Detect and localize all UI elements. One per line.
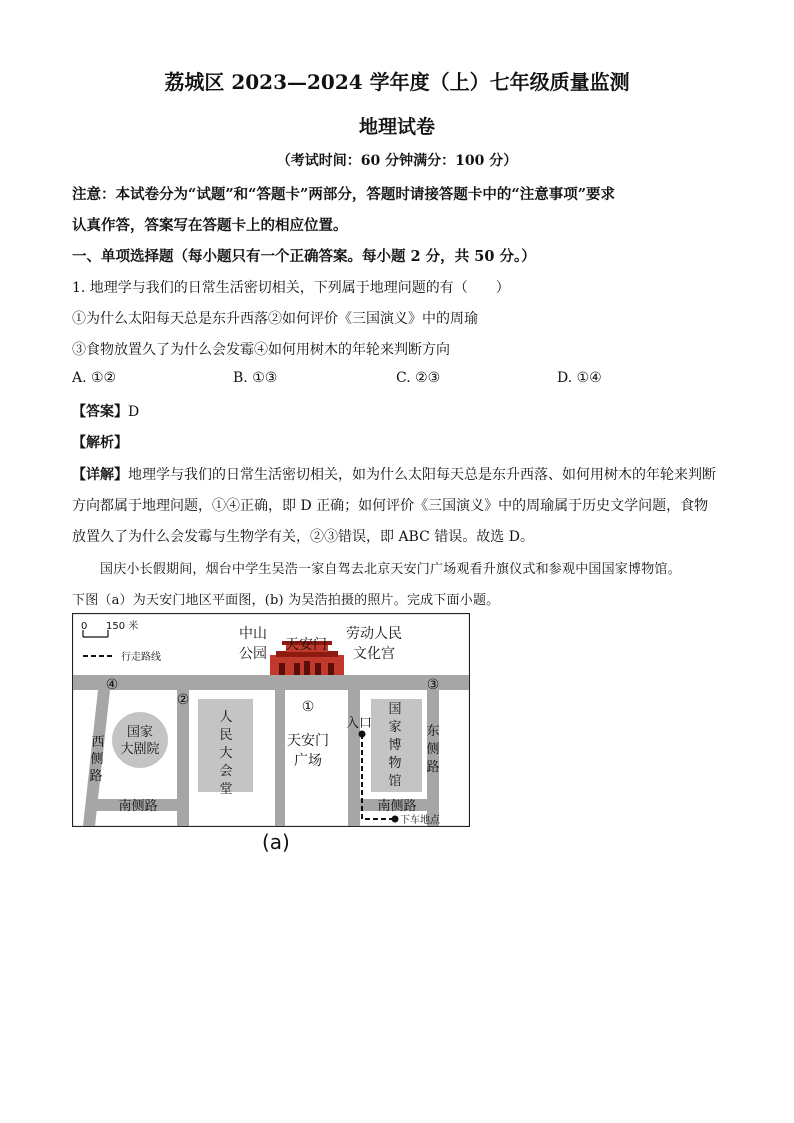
- museum-char-4: 物: [388, 756, 402, 771]
- museum-char-1: 国: [388, 702, 402, 717]
- section-heading: 一、单项选择题（每小题只有一个正确答案。每小题 2 分，共 50 分。）: [72, 248, 536, 265]
- entrance-label: 入口: [345, 716, 373, 731]
- hall-char-3: 大: [219, 746, 233, 761]
- marker-2: ②: [176, 692, 190, 708]
- palace-label-2: 文化宫: [353, 646, 395, 662]
- south-road-right: 南侧路: [377, 799, 417, 814]
- option-a: A. ①②: [72, 370, 117, 386]
- analysis-label: 【解析】: [72, 435, 128, 451]
- legend-route-label: 行走路线: [121, 652, 161, 663]
- hall-char-5: 堂: [219, 782, 233, 797]
- answer-value: D: [128, 404, 140, 420]
- notice-line-2: 认真作答，答案写在答题卡上的相应位置。: [72, 217, 348, 234]
- marker-4: ④: [105, 677, 119, 693]
- marker-3: ③: [426, 677, 440, 693]
- scenario-line-2: 下图（a）为天安门地区平面图，(b) 为吴浩拍摄的照片。完成下面小题。: [72, 593, 500, 608]
- scale-value: 150 米: [106, 621, 139, 632]
- theatre-label-2: 大剧院: [120, 742, 160, 757]
- west-road-char-3: 路: [89, 769, 103, 784]
- drop-off-dot: [392, 816, 399, 823]
- chang-an-avenue: [73, 675, 469, 690]
- east-road-char-2: 侧: [426, 742, 440, 757]
- square-label-2: 广场: [294, 753, 322, 769]
- scenario-line-1: 国庆小长假期间，烟台中学生吴浩一家自驾去北京天安门广场观看升旗仪式和参观中国国家博物馆。: [100, 562, 681, 577]
- answer-label: 【答案】: [72, 404, 128, 420]
- scale-zero: 0: [81, 621, 88, 632]
- map-caption: (a): [262, 830, 290, 854]
- detail-line-1: [72, 464, 732, 484]
- detail-text-1: 地理学与我们的日常生活密切相关，如为什么太阳每天总是东升西落、如何用树木的年轮来判断: [128, 467, 716, 483]
- option-d: D. ①④: [557, 370, 602, 386]
- east-road-char-3: 路: [426, 760, 440, 775]
- museum-char-5: 馆: [388, 774, 402, 789]
- marker-1: ①: [301, 699, 315, 715]
- answer-line: [72, 401, 732, 421]
- option-c: C. ②③: [396, 370, 441, 386]
- question-1-item-a: ①为什么太阳每天总是东升西落②如何评价《三国演义》中的周瑜: [72, 311, 478, 327]
- west-road-char-2: 侧: [90, 752, 104, 767]
- exam-info: （考试时间：60 分钟满分：100 分）: [276, 153, 518, 169]
- museum-char-3: 博: [388, 738, 402, 753]
- question-1-stem: 1. 地理学与我们的日常生活密切相关，下列属于地理问题的有（ ）: [72, 280, 510, 296]
- west-road-char-1: 西: [91, 735, 105, 750]
- detail-label: 【详解】: [72, 467, 128, 483]
- square-label-1: 天安门: [287, 733, 329, 749]
- drop-off-label: 下车地点: [400, 815, 440, 826]
- east-road-char-1: 东: [426, 724, 440, 739]
- south-road-left: 南侧路: [118, 799, 158, 814]
- tiananmen-map: [72, 613, 470, 827]
- tiananmen-label: 天安门: [285, 637, 327, 653]
- detail-line-2: 方向都属于地理问题，①④正确，即 D 正确；如何评价《三国演义》中的周瑜属于历史文学问题，食物: [72, 498, 709, 514]
- hall-char-2: 民: [219, 728, 233, 743]
- road-entrance: [348, 690, 360, 826]
- detail-line-3: 放置久了为什么会发霉与生物学有关，②③错误，即 ABC 错误。故选 D。: [72, 529, 534, 545]
- notice-line-1: 注意：本试卷分为“试题”和“答题卡”两部分，答题时请接答题卡中的“注意事项”要求: [72, 186, 616, 203]
- exam-subject: 地理试卷: [358, 116, 435, 138]
- park-label-2: 公园: [239, 646, 267, 662]
- palace-label-1: 劳动人民: [346, 626, 402, 642]
- park-label-1: 中山: [239, 626, 267, 642]
- national-theatre-shape: [112, 712, 168, 768]
- question-1-item-b: ③食物放置久了为什么会发霉④如何用树木的年轮来判断方向: [72, 342, 450, 358]
- option-b: B. ①③: [233, 370, 278, 386]
- road-1: [275, 690, 285, 826]
- hall-char-4: 会: [219, 764, 233, 779]
- exam-title: 荔城区 2023—2024 学年度（上）七年级质量监测: [164, 70, 630, 94]
- museum-char-2: 家: [388, 720, 402, 735]
- hall-char-1: 人: [219, 710, 233, 725]
- theatre-label-1: 国家: [126, 725, 154, 740]
